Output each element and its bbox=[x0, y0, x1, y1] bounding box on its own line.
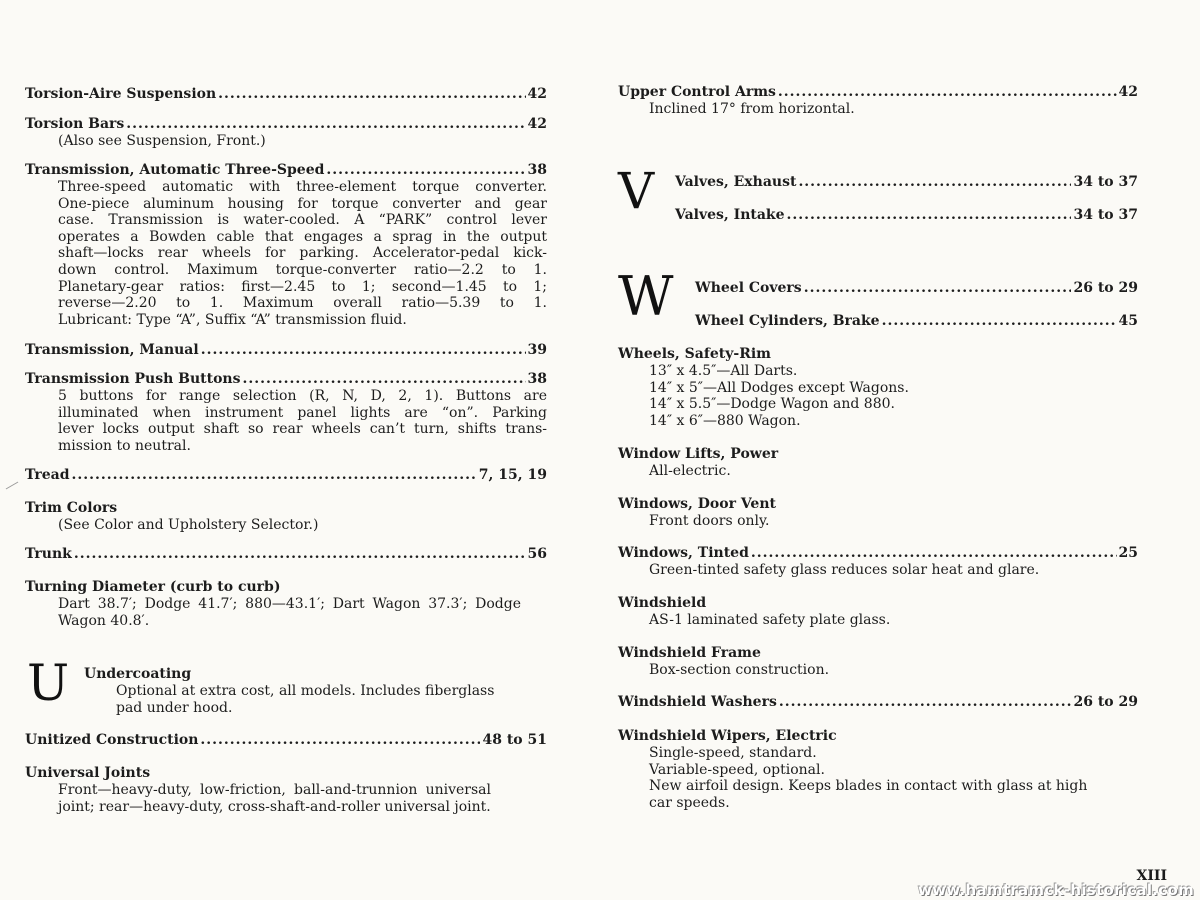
entry-desc-line: 14″ x 5.5″—Dodge Wagon and 880. bbox=[649, 396, 895, 413]
entry-title: Windows, Tinted bbox=[618, 545, 749, 561]
entry-title: Wheel Covers bbox=[695, 280, 802, 296]
entry-title: Torsion-Aire Suspension bbox=[25, 86, 217, 102]
dot-leader bbox=[882, 313, 1117, 330]
entry-title: Tread bbox=[25, 467, 70, 483]
dot-leader bbox=[126, 116, 525, 133]
page-ref: 25 bbox=[1118, 545, 1138, 561]
entry-desc-line: Single-speed, standard. bbox=[649, 745, 817, 761]
entry-windows-tinted bbox=[618, 545, 1138, 579]
entry-desc-line: (See Color and Upholstery Selector.) bbox=[58, 517, 319, 533]
entry-desc-line: reverse—2.20 to 1. Maximum overall ratio—5.39 to 1. bbox=[58, 295, 547, 312]
entry-wheels-safety-rim bbox=[618, 346, 1138, 429]
page-ref: 42 bbox=[527, 86, 547, 102]
entry-title: Undercoating bbox=[84, 666, 192, 682]
entry-desc-line: illuminated when instrument panel lights are “on”. Parking bbox=[58, 404, 547, 421]
entry-desc-line: Front doors only. bbox=[649, 513, 770, 529]
entry-title: Trunk bbox=[25, 546, 72, 562]
entry-title: Wheel Cylinders, Brake bbox=[695, 313, 880, 329]
entry-upper-control-arms bbox=[618, 84, 1138, 118]
page-ref: 34 to 37 bbox=[1073, 174, 1138, 190]
entry-desc-line: Front—heavy-duty, low-friction, ball-and-trunnion universal bbox=[58, 782, 491, 798]
section-letter-v: V bbox=[618, 162, 655, 220]
page-ref: 42 bbox=[527, 116, 547, 132]
entry-transmission-push-buttons bbox=[25, 371, 547, 454]
entry-desc-line: 5 buttons for range selection (R, N, D, 2, 1). Buttons are bbox=[58, 388, 547, 404]
page-ref: 45 bbox=[1118, 313, 1138, 329]
page-number: XIII bbox=[1136, 868, 1167, 884]
page-ref: 34 to 37 bbox=[1073, 207, 1138, 223]
entry-title: Valves, Intake bbox=[675, 207, 785, 223]
entry-desc-line: pad under hood. bbox=[116, 699, 233, 716]
entry-title: Torsion Bars bbox=[25, 116, 125, 132]
section-letter-w: W bbox=[618, 265, 674, 328]
entry-windshield bbox=[618, 595, 1138, 629]
entry-title: Window Lifts, Power bbox=[618, 446, 779, 462]
page-ref: 56 bbox=[527, 546, 547, 562]
entry-title: Upper Control Arms bbox=[618, 84, 776, 100]
entry-desc-line: New airfoil design. Keeps blades in contact with glass at high bbox=[649, 778, 1088, 795]
entry-wheel-cylinders bbox=[695, 313, 1138, 330]
dot-leader bbox=[243, 371, 526, 388]
entry-desc-line: 14″ x 6″—880 Wagon. bbox=[649, 412, 801, 429]
entry-torsion-bars bbox=[25, 116, 547, 150]
stray-pencil-mark bbox=[6, 482, 19, 490]
dot-leader bbox=[74, 546, 526, 563]
entry-desc-line: operates a Bowden cable that engages a sprag in the output bbox=[58, 228, 547, 245]
entry-universal-joints bbox=[25, 765, 547, 815]
page-ref: 38 bbox=[527, 371, 547, 387]
section-letter-u: U bbox=[27, 654, 70, 712]
page-ref: 26 to 29 bbox=[1073, 280, 1138, 296]
entry-desc-line: All-electric. bbox=[649, 463, 731, 479]
entry-desc-line: (Also see Suspension, Front.) bbox=[58, 133, 266, 149]
entry-desc-line: Green-tinted safety glass reduces solar heat and glare. bbox=[649, 562, 1040, 578]
entry-trim-colors bbox=[25, 500, 547, 534]
dot-leader bbox=[200, 732, 480, 749]
entry-unitized-construction bbox=[25, 732, 547, 749]
entry-undercoating bbox=[84, 666, 547, 716]
entry-desc-line: joint; rear—heavy-duty, cross-shaft-and-roller universal joint. bbox=[58, 798, 491, 815]
entry-desc-line: Variable-speed, optional. bbox=[649, 761, 825, 778]
dot-leader bbox=[779, 694, 1072, 711]
dot-leader bbox=[751, 545, 1117, 562]
entry-tread bbox=[25, 467, 547, 484]
entry-desc-line: lever locks output shaft so rear wheels can’t turn, shifts trans- bbox=[58, 421, 547, 438]
entry-desc-line: Three-speed automatic with three-element torque converter. bbox=[58, 179, 547, 195]
entry-windshield-frame bbox=[618, 645, 1138, 679]
entry-title: Windshield Wipers, Electric bbox=[618, 728, 837, 744]
dot-leader bbox=[778, 84, 1117, 101]
entry-wheel-covers bbox=[695, 280, 1138, 297]
entry-valves-exhaust bbox=[675, 174, 1138, 191]
entry-title: Valves, Exhaust bbox=[675, 174, 797, 190]
entry-windshield-washers bbox=[618, 694, 1138, 711]
entry-transmission-manual bbox=[25, 342, 547, 359]
entry-title: Unitized Construction bbox=[25, 732, 199, 748]
entry-desc-line: Planetary-gear ratios: first—2.45 to 1; second—1.45 to 1; bbox=[58, 278, 547, 295]
entry-desc-line: 14″ x 5″—All Dodges except Wagons. bbox=[649, 379, 909, 396]
dot-leader bbox=[201, 342, 526, 359]
entry-desc-line: Optional at extra cost, all models. Includes fiberglass bbox=[116, 683, 495, 699]
entry-title: Transmission, Automatic Three-Speed bbox=[25, 162, 325, 178]
entry-desc-line: Dart 38.7′; Dodge 41.7′; 880—43.1′; Dart Wagon 37.3′; Dodge bbox=[58, 596, 521, 612]
dot-leader bbox=[804, 280, 1072, 297]
page-ref: 26 to 29 bbox=[1073, 694, 1138, 710]
entry-desc-line: down control. Maximum torque-converter ratio—2.2 to 1. bbox=[58, 261, 547, 278]
entry-title: Windshield bbox=[618, 595, 707, 611]
entry-turning-diameter bbox=[25, 579, 547, 629]
page-ref: 42 bbox=[1118, 84, 1138, 100]
entry-desc-line: mission to neutral. bbox=[58, 437, 191, 454]
entry-title: Transmission, Manual bbox=[25, 342, 199, 358]
entry-desc-line: car speeds. bbox=[649, 794, 730, 811]
entry-windows-door-vent bbox=[618, 496, 1138, 530]
entry-title: Windshield Frame bbox=[618, 645, 761, 661]
page-ref: 7, 15, 19 bbox=[478, 467, 547, 483]
entry-desc-line: Inclined 17° from horizontal. bbox=[649, 101, 855, 117]
entry-title: Transmission Push Buttons bbox=[25, 371, 241, 387]
entry-desc-line: Box-section construction. bbox=[649, 662, 830, 678]
entry-desc-line: case. Transmission is water-cooled. A “PARK” control lever bbox=[58, 212, 547, 229]
entry-valves-intake bbox=[675, 207, 1138, 224]
entry-title: Trim Colors bbox=[25, 500, 118, 516]
page-ref: 48 to 51 bbox=[482, 732, 547, 748]
entry-torsion-aire-suspension bbox=[25, 86, 547, 103]
dot-leader bbox=[798, 174, 1071, 191]
entry-desc-line: AS-1 laminated safety plate glass. bbox=[649, 612, 891, 628]
entry-desc-line: One-piece aluminum housing for torque converter and gear bbox=[58, 195, 547, 212]
dot-leader bbox=[326, 162, 525, 179]
entry-title: Wheels, Safety-Rim bbox=[618, 346, 771, 362]
page-ref: 39 bbox=[527, 342, 547, 358]
entry-desc-line: shaft—locks rear wheels for parking. Accelerator-pedal kick- bbox=[58, 245, 547, 262]
watermark: www.hamtramck-historical.com bbox=[918, 881, 1194, 899]
dot-leader bbox=[72, 467, 477, 484]
entry-transmission-automatic bbox=[25, 162, 547, 328]
entry-title: Windows, Door Vent bbox=[618, 496, 776, 512]
dot-leader bbox=[787, 207, 1072, 224]
entry-window-lifts bbox=[618, 446, 1138, 480]
entry-title: Universal Joints bbox=[25, 765, 151, 781]
entry-desc-line: Wagon 40.8′. bbox=[58, 612, 150, 629]
dot-leader bbox=[218, 86, 525, 103]
entry-title: Windshield Washers bbox=[618, 694, 777, 710]
entry-title: Turning Diameter (curb to curb) bbox=[25, 579, 281, 595]
entry-trunk bbox=[25, 546, 547, 563]
entry-desc-line: 13″ x 4.5″—All Darts. bbox=[649, 363, 798, 379]
entry-windshield-wipers bbox=[618, 728, 1138, 811]
entry-desc-line: Lubricant: Type “A”, Suffix “A” transmission fluid. bbox=[58, 311, 407, 328]
page-ref: 38 bbox=[527, 162, 547, 178]
